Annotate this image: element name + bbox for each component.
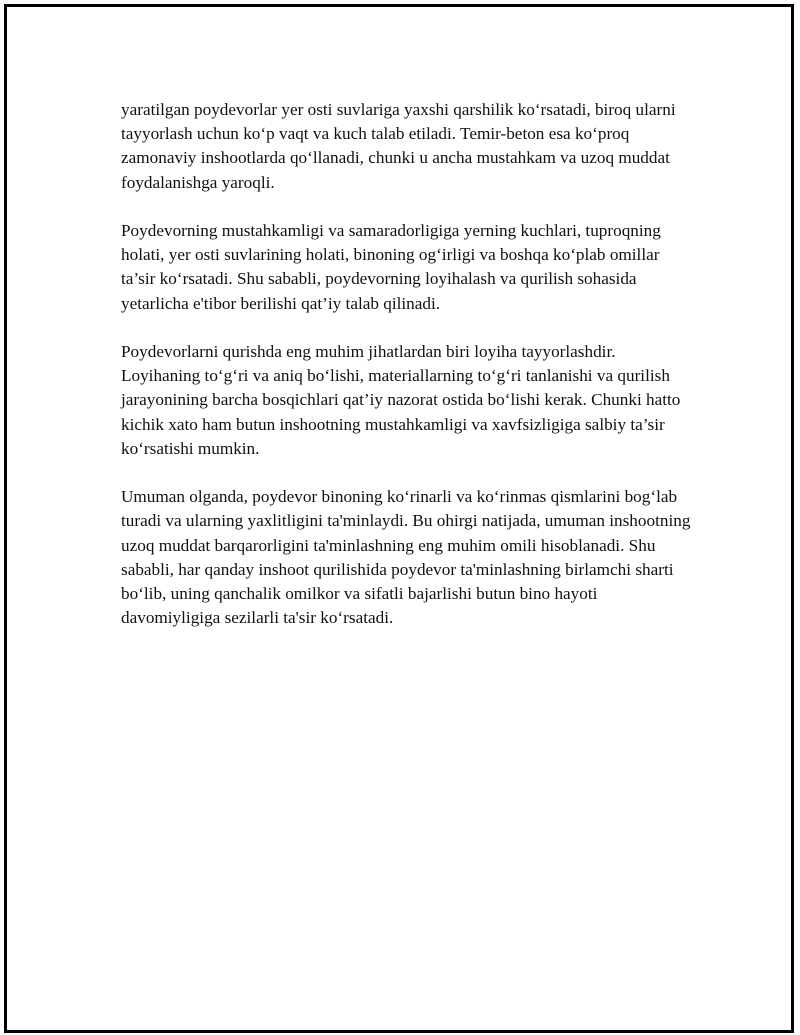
paragraph-4: Umuman olganda, poydevor binoning ko‘rinarli va ko‘rinmas qismlarini bog‘lab turadi va ularning yaxlitligini ta'minlaydi. Bu ohirgi natijada, umuman inshootning uzoq muddat barqarorligini ta'minlashning eng muhim omili hisoblanadi. Shu sababli, har qanday inshoot qurilishida poydevor ta'minlashning birlamchi sharti bo‘lib, uning qanchalik omilkor va sifatli bajarlishi butun bino hayoti davomiyligiga sezilarli ta'sir ko‘rsatadi. — [121, 487, 691, 628]
document-body — [121, 98, 696, 655]
paragraph-1: yaratilgan poydevorlar yer osti suvlariga yaxshi qarshilik ko‘rsatadi, biroq ularni tayyorlash uchun ko‘p vaqt va kuch talab etiladi. Temir-beton esa ko‘proq zamonaviy inshootlarda qo‘llanadi, chunki u ancha mustahkam va uzoq muddat foydalanishga yaroqli. — [121, 100, 676, 192]
paragraph-2: Poydevorning mustahkamligi va samaradorligiga yerning kuchlari, tuproqning holati, yer osti suvlarining holati, binoning og‘irligi va boshqa ko‘plab omillar ta’sir ko‘rsatadi. Shu sababli, poydevorning loyihalash va qurilish sohasida yetarlicha e'tibor berilishi qat’iy talab qilinadi. — [121, 221, 661, 313]
paragraph-3: Poydevorlarni qurishda eng muhim jihatlardan biri loyiha tayyorlashdir. Loyihaning to‘g‘ri va aniq bo‘lishi, materiallarning to‘g‘ri tanlanishi va qurilish jarayonining barcha bosqichlari qat’iy nazorat ostida bo‘lishi kerak. Chunki hatto kichik xato ham butun inshootning mustahkamligi va xavfsizligiga salbiy ta’sir ko‘rsatishi mumkin. — [121, 342, 681, 458]
page-frame — [4, 4, 794, 1033]
